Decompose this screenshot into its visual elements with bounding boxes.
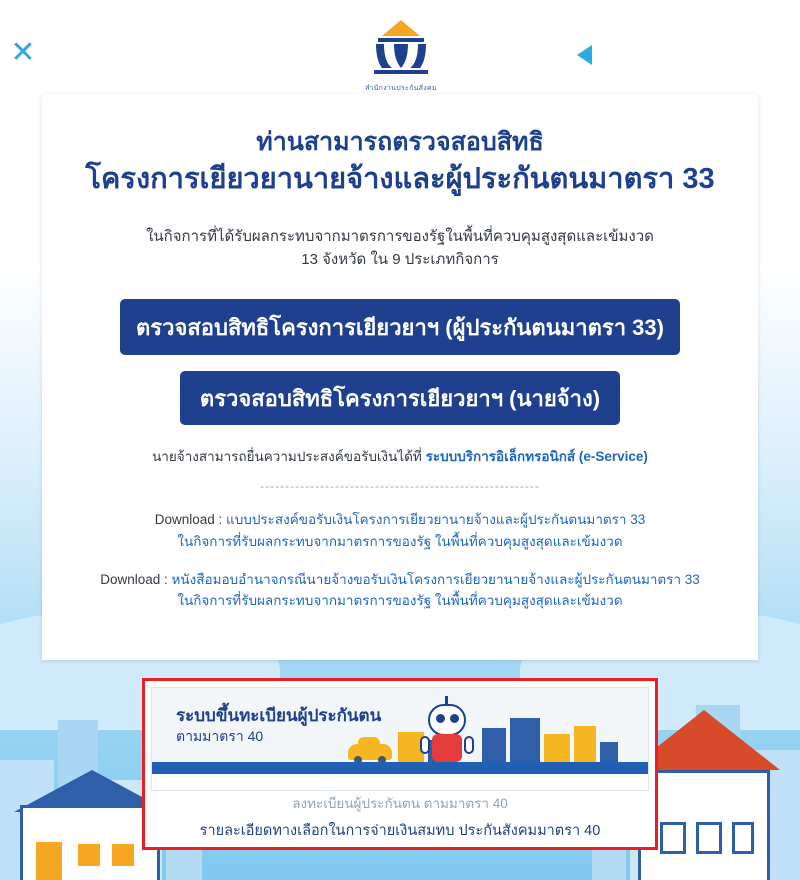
sso-logo xyxy=(358,18,444,96)
page-subtitle-line1: ในกิจการที่ได้รับผลกระทบจากมาตรการของรัฐในพื้นที่ควบคุมสูงสุดและเข้มงวด xyxy=(146,227,654,245)
page-title-line2: โครงการเยียวยานายจ้างและผู้ประกันตนมาตรา 33 xyxy=(85,162,715,195)
close-icon[interactable]: ✕ xyxy=(10,36,36,69)
house-illustration-left xyxy=(20,770,160,880)
download-label-1: Download : xyxy=(154,512,223,528)
banner-subtitle: ตามมาตรา 40 xyxy=(176,728,264,744)
page-subtitle-line2: 13 จังหวัด ใน 9 ประเภทกิจการ xyxy=(301,251,499,269)
register-section40-link[interactable]: ลงทะเบียนผู้ประกันตน ตามมาตรา 40 xyxy=(151,791,649,817)
download-item-1 xyxy=(82,509,718,552)
eservice-note xyxy=(82,445,718,467)
logo-caption: สำนักงานประกันสังคม xyxy=(365,85,437,92)
download-label-2: Download : xyxy=(100,571,168,587)
eservice-note-text: นายจ้างสามารถยื่นความประสงค์ขอรับเงินได้ที่ xyxy=(152,449,422,465)
back-triangle-icon[interactable] xyxy=(572,40,602,70)
banner-car-icon xyxy=(348,744,392,760)
banner-building xyxy=(600,742,618,762)
download-link-2-line1[interactable]: หนังสือมอบอำนาจกรณีนายจ้างขอรับเงินโครงการเยียวยานายจ้างและผู้ประกันตนมาตรา 33 xyxy=(171,571,700,587)
download-link-1-line1[interactable]: แบบประสงค์ขอรับเงินโครงการเยียวยานายจ้างและผู้ประกันตนมาตรา 33 xyxy=(226,512,646,528)
check-rights-employer-button[interactable]: ตรวจสอบสิทธิโครงการเยียวยาฯ (นายจ้าง) xyxy=(180,371,620,425)
check-rights-insured-button[interactable]: ตรวจสอบสิทธิโครงการเยียวยาฯ (ผู้ประกันตนมาตรา 33) xyxy=(120,299,680,355)
banner-building xyxy=(510,718,540,762)
banner-building xyxy=(574,726,596,762)
download-link-2-line2[interactable]: ในกิจการที่รับผลกระทบจากมาตรการของรัฐ ในพื้นที่ควบคุมสูงสุดและเข้มงวด xyxy=(177,593,623,609)
page-title xyxy=(82,126,718,199)
download-item-2 xyxy=(82,569,718,612)
page-title-line1: ท่านสามารถตรวจสอบสิทธิ xyxy=(256,128,544,156)
download-link-1-line2[interactable]: ในกิจการที่รับผลกระทบจากมาตรการของรัฐ ในพื้นที่ควบคุมสูงสุดและเข้มงวด xyxy=(177,533,623,549)
mascot-icon xyxy=(420,698,474,764)
eservice-link[interactable]: ระบบบริการอิเล็กทรอนิกส์ (e-Service) xyxy=(425,449,648,465)
page-subtitle xyxy=(82,225,718,272)
banner-title: ระบบขึ้นทะเบียนผู้ประกันตน xyxy=(176,706,382,725)
main-card xyxy=(42,94,758,660)
contribution-detail-link[interactable]: รายละเอียดทางเลือกในการจ่ายเงินสมทบ ประกันสังคมมาตรา 40 xyxy=(199,823,601,839)
highlighted-section xyxy=(142,678,658,850)
banner-building xyxy=(544,734,570,762)
dashed-divider: -------------------------------------------------------- xyxy=(260,479,540,494)
banner-building xyxy=(482,728,506,762)
section40-banner[interactable] xyxy=(151,687,649,791)
